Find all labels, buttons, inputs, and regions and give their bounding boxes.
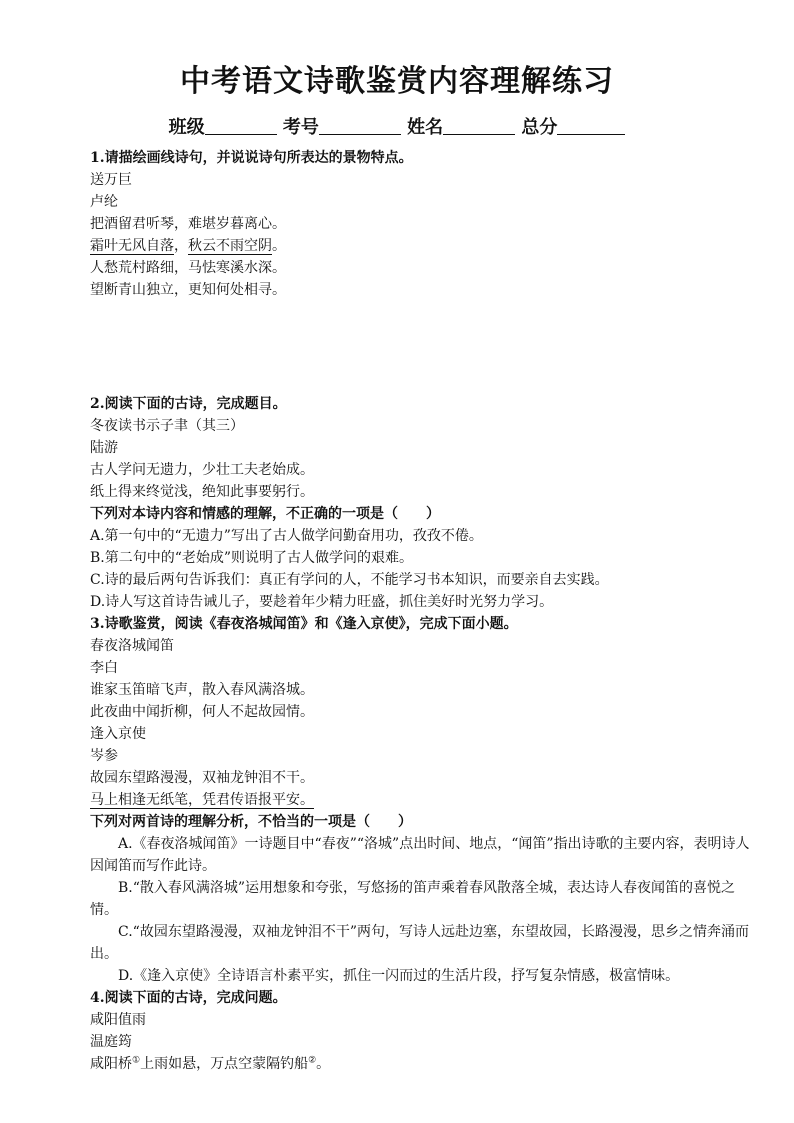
q1-line2-sep: ， bbox=[174, 238, 188, 254]
q4-poem-title: 咸阳值雨 bbox=[90, 1012, 146, 1028]
q2-option-b: B.第二句中的“老始成”则说明了古人做学问的艰难。 bbox=[90, 550, 414, 566]
class-blank bbox=[205, 116, 277, 135]
q2-prompt: 下列对本诗内容和情感的理解，不正确的一项是（ ） bbox=[90, 506, 440, 522]
q3-prompt: 下列对两首诗的理解分析，不恰当的一项是（ ） bbox=[90, 814, 412, 830]
name-blank bbox=[443, 116, 515, 135]
q4-line1-b: 上雨如悬，万点空蒙隔钓船 bbox=[140, 1056, 309, 1072]
q1-line2-underlined-a: 霜叶无风自落 bbox=[90, 238, 174, 254]
q4-question: 4.阅读下面的古诗，完成问题。 bbox=[90, 990, 287, 1006]
q2-author: 陆游 bbox=[90, 440, 118, 456]
q2-line2: 纸上得来终觉浅，绝知此事要躬行。 bbox=[90, 484, 314, 500]
name-label: 姓名 bbox=[407, 117, 444, 138]
q4-author: 温庭筠 bbox=[90, 1034, 132, 1050]
q2-option-d: D.诗人写这首诗告诫儿子，要趁着年少精力旺盛，抓住美好时光努力学习。 bbox=[90, 594, 554, 610]
score-blank bbox=[557, 116, 625, 135]
q2-option-c: C.诗的最后两句告诉我们：真正有学问的人，不能学习书本知识，而要亲自去实践。 bbox=[90, 572, 609, 588]
exam-no-blank bbox=[319, 116, 401, 135]
q1-line4: 望断青山独立，更知何处相寻。 bbox=[90, 282, 286, 298]
q3-option-a: A.《春夜洛城闻笛》一诗题目中“春夜”“洛城”点出时间、地点，“闻笛”指出诗歌的主要内容，表明诗人因闻笛而写作此诗。 bbox=[90, 836, 750, 874]
q4-line1-c: 。 bbox=[316, 1056, 331, 1072]
q4-footnote-marker-1: ① bbox=[132, 1055, 141, 1066]
student-info-line bbox=[0, 115, 794, 141]
exam-no-label: 考号 bbox=[282, 117, 319, 138]
class-label: 班级 bbox=[168, 117, 205, 138]
q3-poem1-title: 春夜洛城闻笛 bbox=[90, 638, 174, 654]
q3-poem1-author: 李白 bbox=[90, 660, 118, 676]
q3-option-d: D.《逢入京使》全诗语言朴素平实，抓住一闪而过的生活片段，抒写复杂情感，极富情味。 bbox=[118, 968, 680, 984]
q3-question: 3.诗歌鉴赏，阅读《春夜洛城闻笛》和《逢入京使》，完成下面小题。 bbox=[90, 616, 518, 632]
q1-question: 1.请描绘画线诗句，并说说诗句所表达的景物特点。 bbox=[90, 150, 413, 166]
worksheet-body bbox=[90, 147, 750, 1075]
score-label: 总分 bbox=[521, 117, 558, 138]
q3-poem2-line1: 故园东望路漫漫，双袖龙钟泪不干。 bbox=[90, 770, 314, 786]
q3-option-b: B.“散入春风满洛城”运用想象和夸张，写悠扬的笛声乘着春风散落全城，表达诗人春夜闻笛的喜悦之情。 bbox=[90, 880, 736, 918]
q1-author: 卢纶 bbox=[90, 194, 118, 210]
q1-poem-title: 送万巨 bbox=[90, 172, 132, 188]
q2-poem-title: 冬夜读书示子聿（其三） bbox=[90, 418, 244, 434]
q3-poem1-line1: 谁家玉笛暗飞声，散入春风满洛城。 bbox=[90, 682, 314, 698]
q3-poem2-line2-underlined: 马上相逢无纸笔，凭君传语报平安。 bbox=[90, 792, 314, 808]
q1-line2-underlined-b: 秋云不雨空阴 bbox=[188, 238, 272, 254]
q2-question: 2.阅读下面的古诗，完成题目。 bbox=[90, 396, 287, 412]
q4-line1-a: 咸阳桥 bbox=[90, 1056, 132, 1072]
q1-line1: 把酒留君听琴，难堪岁暮离心。 bbox=[90, 216, 286, 232]
q1-line2 bbox=[90, 235, 740, 257]
q3-poem2-line2 bbox=[90, 789, 740, 811]
page-title: 中考语文诗歌鉴赏内容理解练习 bbox=[180, 64, 614, 99]
q3-poem1-line2: 此夜曲中闻折柳，何人不起故园情。 bbox=[90, 704, 314, 720]
q1-line3: 人愁荒村路细，马怯寒溪水深。 bbox=[90, 260, 286, 276]
q4-line1 bbox=[90, 1053, 740, 1075]
q3-option-c: C.“故园东望路漫漫，双袖龙钟泪不干”两句，写诗人远赴边塞，东望故园，长路漫漫，思乡之情奔涌而出。 bbox=[90, 924, 749, 962]
q4-footnote-marker-2: ② bbox=[308, 1055, 317, 1066]
q1-line2-end: 。 bbox=[272, 238, 286, 254]
q3-poem2-title: 逢入京使 bbox=[90, 726, 146, 742]
q2-option-a: A.第一句中的“无遗力”写出了古人做学问勤奋用功，孜孜不倦。 bbox=[90, 528, 483, 544]
q3-poem2-author: 岑参 bbox=[90, 748, 118, 764]
answer-space bbox=[90, 301, 740, 393]
q2-line1: 古人学问无遗力，少壮工夫老始成。 bbox=[90, 462, 314, 478]
